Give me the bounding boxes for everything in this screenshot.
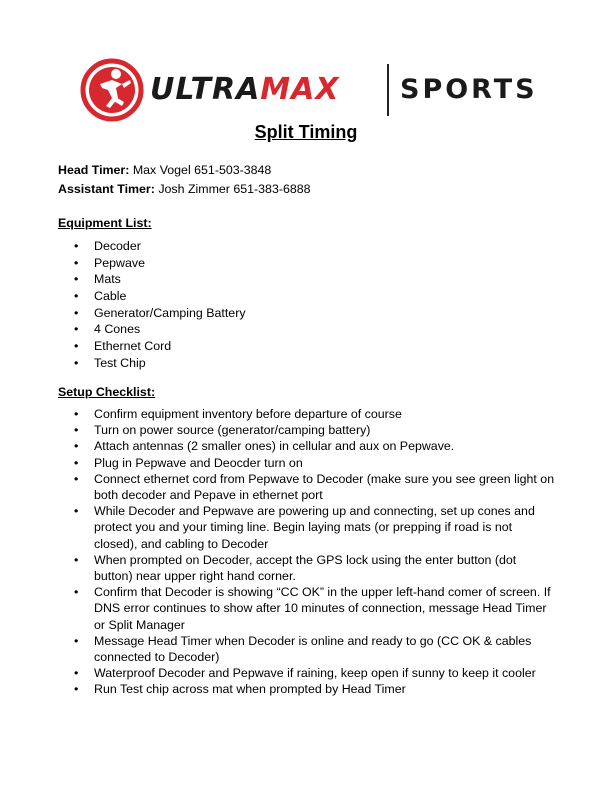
list-item: • Test Chip [58, 355, 558, 372]
brand-max-text: MAX [260, 72, 340, 107]
ultramax-sports-logo [80, 58, 538, 120]
list-item: • Confirm that Decoder is showing “CC OK” in the upper left-hand comer of screen. If DNS error continues to show after 10 minutes of connection, message Head Timer or Split Manager [58, 584, 556, 633]
page-title: Split Timing [254, 122, 358, 142]
list-item: • Pepwave [58, 255, 558, 272]
list-item: • Turn on power source (generator/camping battery) [58, 422, 556, 438]
runner-logo-icon [80, 58, 144, 122]
setup-heading: Setup Checklist: [58, 385, 156, 399]
brand-ultra-text: ULTRA [150, 72, 261, 107]
list-item: • Run Test chip across mat when prompted by Head Timer [58, 681, 556, 697]
equipment-list [58, 238, 558, 372]
list-item: • Confirm equipment inventory before departure of course [58, 406, 556, 422]
list-item: • 4 Cones [58, 321, 558, 338]
assistant-timer-line [58, 182, 311, 197]
brand-sports-text: SPORTS [400, 74, 538, 105]
list-item: • Generator/Camping Battery [58, 305, 558, 322]
brand-ultramax [150, 70, 340, 110]
setup-checklist [58, 406, 556, 698]
list-item: • Cable [58, 288, 558, 305]
list-item: • Mats [58, 271, 558, 288]
head-timer-label: Head Timer: [58, 163, 130, 177]
list-item: • Waterproof Decoder and Pepwave if raining, keep open if sunny to keep it cooler [58, 665, 556, 681]
list-item: • Message Head Timer when Decoder is online and ready to go (CC OK & cables connected to Decoder) [58, 633, 556, 665]
list-item: • Ethernet Cord [58, 338, 558, 355]
head-timer-value: Max Vogel 651-503-3848 [132, 163, 272, 177]
list-item: • Plug in Pepwave and Deocder turn on [58, 455, 556, 471]
equipment-heading: Equipment List: [58, 216, 152, 230]
list-item: • Connect ethernet cord from Pepwave to Decoder (make sure you see green light on both decoder and Pepave in ethernet port [58, 471, 556, 503]
list-item: • While Decoder and Pepwave are powering up and connecting, set up cones and protect you and your timing line. Begin laying mats (or prepping if road is not closed), and cabling to Decoder [58, 503, 556, 552]
assistant-timer-label: Assistant Timer: [58, 182, 155, 196]
list-item: • Decoder [58, 238, 558, 255]
logo-divider [387, 64, 389, 116]
list-item: • When prompted on Decoder, accept the GPS lock using the enter button (dot button) near upper right hand corner. [58, 552, 556, 584]
list-item: • Attach antennas (2 smaller ones) in cellular and aux on Pepwave. [58, 438, 556, 454]
assistant-timer-value: Josh Zimmer 651-383-6888 [158, 182, 311, 196]
head-timer-line [58, 163, 271, 178]
